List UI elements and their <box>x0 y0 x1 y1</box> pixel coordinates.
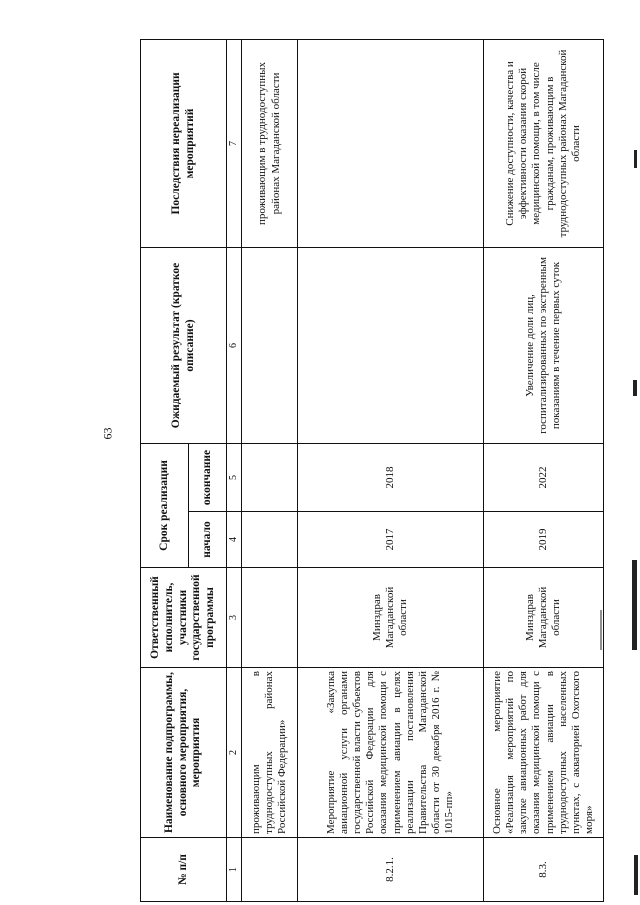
page-number: 63 <box>100 427 115 440</box>
row-num <box>242 838 298 902</box>
table-row <box>242 39 298 901</box>
row-executor <box>242 568 298 668</box>
index-cell: 7 <box>227 39 242 247</box>
header-row-1 <box>141 39 189 901</box>
table-row <box>484 39 604 901</box>
row-end: 2018 <box>298 443 484 511</box>
scan-artifact <box>633 380 637 396</box>
row-executor: Минздрав Магаданской области <box>298 568 484 668</box>
row-start <box>242 512 298 568</box>
row-name: Мероприятие «Закупка авиационной услуги органами государственной власти субъектов Российской Федерации для оказания медицинской помощи с применением авиации в целях реализации постановления Правительства Магаданской области от 30 декабря 2016 г. № 1015-пп» <box>298 668 484 838</box>
row-name: проживающим в труднодоступных районах Российской Федерации» <box>242 668 298 838</box>
row-start: 2017 <box>298 512 484 568</box>
scan-artifact <box>600 610 602 650</box>
row-result: Увеличение доли лиц, госпитализированных по экстренным показаниям в течение первых суток <box>484 247 604 443</box>
row-executor: Минздрав Магаданской области <box>484 568 604 668</box>
row-consequences: проживающим в труднодоступных районах Магаданской области <box>242 39 298 247</box>
row-result <box>242 247 298 443</box>
header-period: Срок реализации <box>141 443 189 567</box>
index-cell: 2 <box>227 668 242 838</box>
row-num: 8.2.1. <box>298 838 484 902</box>
row-start: 2019 <box>484 512 604 568</box>
row-result <box>298 247 484 443</box>
row-end: 2022 <box>484 443 604 511</box>
index-cell: 3 <box>227 568 242 668</box>
header-end: окончание <box>189 443 227 511</box>
index-row <box>227 39 242 901</box>
header-name: Наименование подпрограммы, основного мероприятия, мероприятия <box>141 668 227 838</box>
header-start: начало <box>189 512 227 568</box>
index-cell: 1 <box>227 838 242 902</box>
events-table <box>140 39 604 902</box>
index-cell: 4 <box>227 512 242 568</box>
row-end <box>242 443 298 511</box>
header-result: Ожидаемый результат (краткое описание) <box>141 247 227 443</box>
index-cell: 6 <box>227 247 242 443</box>
header-consequences: Последствия нереализации мероприятий <box>141 39 227 247</box>
header-num: № п/п <box>141 838 227 902</box>
row-consequences: Снижение доступности, качества и эффективности оказания скорой медицинской помощи, в том числе гражданам, проживающим в труднодоступных районах Магаданской области <box>484 39 604 247</box>
row-name: Основное мероприятие «Реализация мероприятий по закупке авиационных работ для оказания медицинской помощи с применением авиации в труднодоступных населенных пунктах, с акваторией Охотского моря» <box>484 668 604 838</box>
scan-artifact <box>634 150 637 168</box>
header-executor: Ответственный исполнитель, участники государственной программы <box>141 568 227 668</box>
row-num: 8.3. <box>484 838 604 902</box>
rotated-table-container <box>140 40 600 902</box>
index-cell: 5 <box>227 443 242 511</box>
table-row <box>298 39 484 901</box>
scan-artifact <box>634 855 638 895</box>
scan-artifact <box>632 560 637 650</box>
row-consequences <box>298 39 484 247</box>
